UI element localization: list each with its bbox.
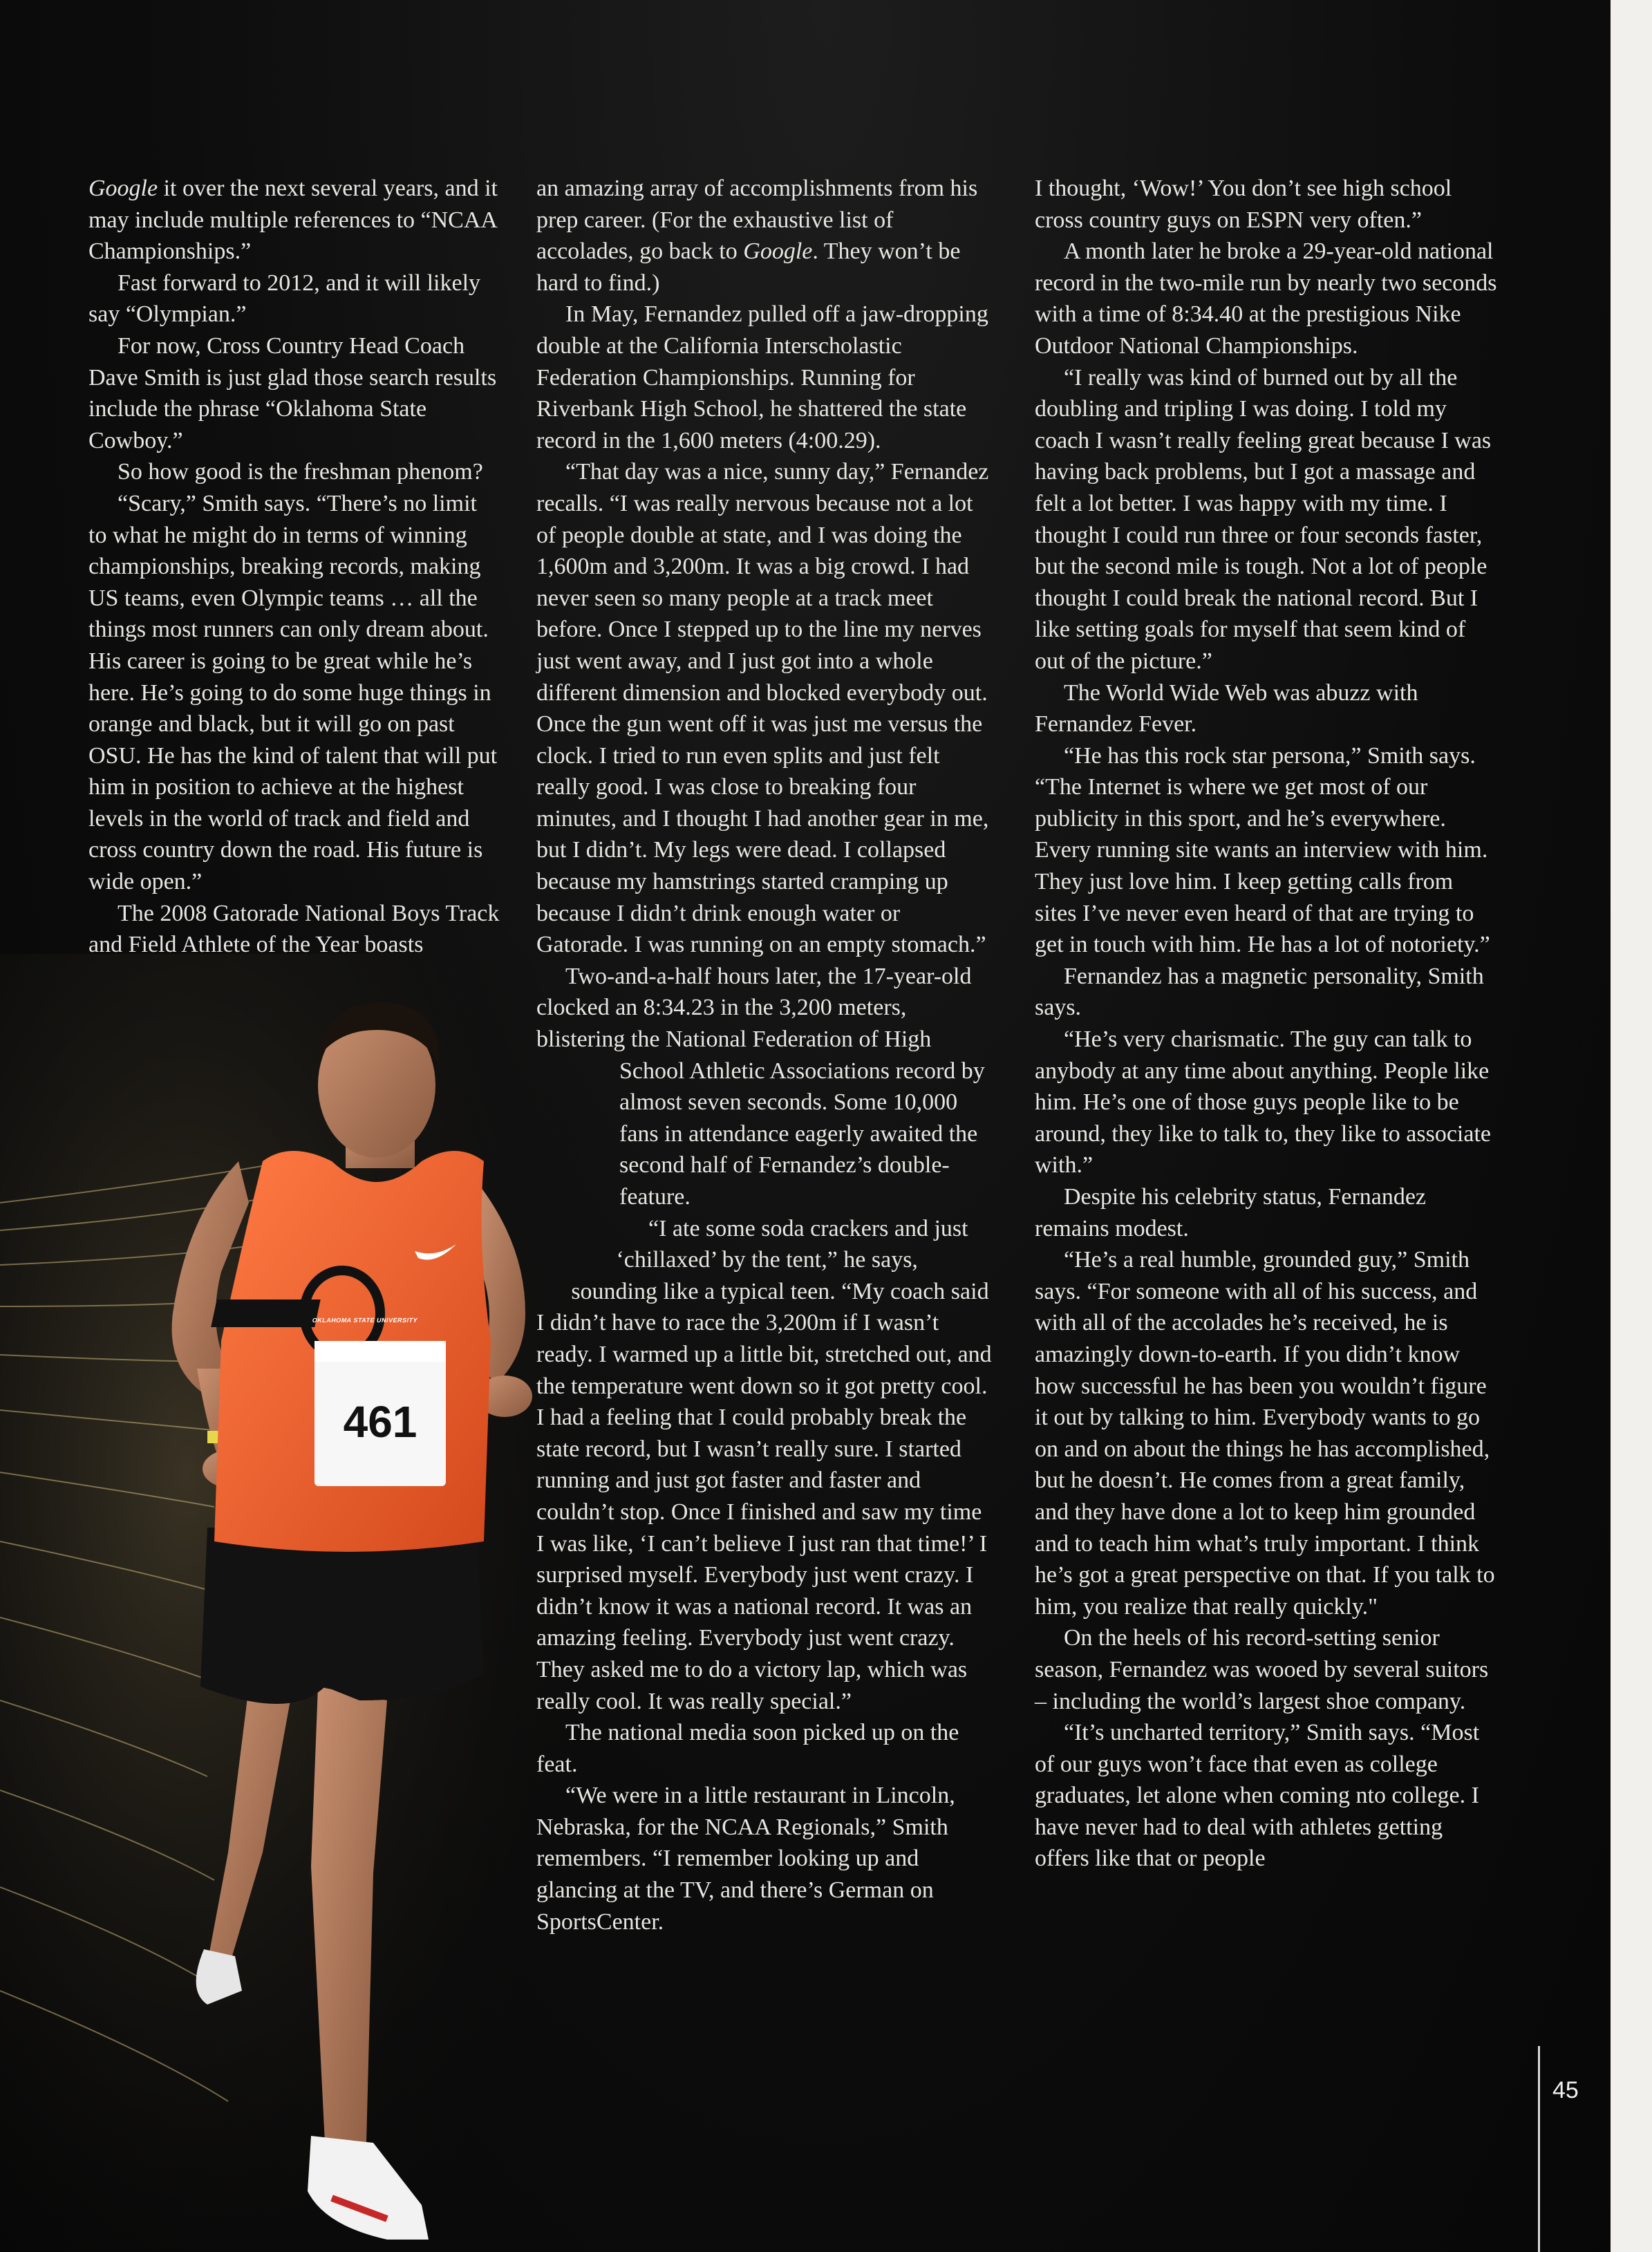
page-number: 45: [1552, 2077, 1579, 2103]
col3-paragraph: “It’s uncharted territory,” Smith says. “Most of our guys won’t face that even as college graduates, let alone when coming nto college. I have never had to deal with athletes getting offers like that or people: [1035, 1720, 1480, 1872]
col2-paragraph: Two-and-a-half hours later, the 17-year-old clocked an 8:34.23 in the 3,200 meters, blistering the National Federation of High School Athletic Associations record by almost seven seconds. Some 10,000 fans in attendance eagerly awaited the second half of Fernandez’s double-feature.: [536, 963, 985, 1210]
page-number-rule: [1538, 2046, 1540, 2252]
col3-paragraph: “He has this rock star persona,” Smith says. “The Internet is where we get most of our publicity in this sport, and he’s everywhere. Every running site wants an interview with him. They just love him. I keep getting calls from sites I’ve never even heard of that are trying to get in touch with him. He has a lot of notoriety.”: [1035, 742, 1490, 958]
page-right-margin: [1611, 0, 1652, 2252]
article-column-2: [536, 173, 993, 1937]
bib-number: 461: [343, 1397, 417, 1447]
col3-paragraph: A month later he broke a 29-year-old national record in the two-mile run by nearly two seconds with a time of 8:34.40 at the prestigious Nike Outdoor National Championships.: [1035, 238, 1497, 359]
article-column-1: [88, 173, 500, 961]
col2-paragraph: “I ate some soda crackers and just ‘chillaxed’ by the tent,” he says, sounding like a typical teen. “My coach said I didn’t have to race the 3,200m if I wasn’t ready. I warmed up a little bit, stretched out, and the temperature went down so it got pretty cool. I had a feeling that I could probably break the state record, but I wasn’t really sure. I started running and just got faster and faster and couldn’t stop. Once I finished and saw my time I was like, ‘I can’t believe I just ran that time!’ I surprised myself. Everybody just went crazy. I didn’t know it was a national record. It was an amazing feeling. Everybody just went crazy. They asked me to do a victory lap, which was really cool. It was really special.”: [536, 1215, 992, 1714]
col2-paragraph: “We were in a little restaurant in Lincoln, Nebraska, for the NCAA Regionals,” Smith remembers. “I remember looking up and glancing at the TV, and there’s German on SportsCenter.: [536, 1783, 955, 1935]
col1-paragraph: For now, Cross Country Head Coach Dave Smith is just glad those search results include the phrase “Oklahoma State Cowboy.”: [88, 332, 497, 453]
col3-paragraph: “He’s a real humble, grounded guy,” Smith says. “For someone with all of his success, and with all of the accolades he’s received, he is amazingly down-to-earth. If you didn’t know how successful he has been you wouldn’t figure it out by talking to him. Everybody wants to go on and on about the things he has accomplished, but he doesn’t. He comes from a great family, and they have done a lot to keep him grounded and to teach him what’s truly important. I think he’s got a great perspective on that. If you talk to him, you realize that really quickly.": [1035, 1247, 1495, 1620]
col1-paragraph: Google it over the next several years, and it may include multiple references to “NCAA Championships.”: [88, 176, 498, 265]
article-column-3: [1035, 173, 1498, 1875]
col1-paragraph: So how good is the freshman phenom?: [118, 459, 483, 485]
col2-paragraph: “That day was a nice, sunny day,” Fernandez recalls. “I was really nervous because not a lot of people double at state, and I was doing the 1,600m and 3,200m. It was a big crowd. I had never seen so many people at a track meet before. Once I stepped up to the line my nerves just went away, and I just got into a whole different dimension and blocked everybody out. Once the gun went off it was just me versus the clock. I tried to run even splits and just felt really good. I was close to breaking four minutes, and I thought I had another gear in me, but I didn’t. My legs were dead. I collapsed because my hamstrings started cramping up because I didn’t drink enough water or Gatorade. I was running on an empty stomach.”: [536, 459, 989, 958]
col3-paragraph: The World Wide Web was abuzz with Fernandez Fever.: [1035, 679, 1418, 738]
col1-paragraph: Fast forward to 2012, and it will likely say “Olympian.”: [88, 270, 481, 328]
runner-photo: [0, 954, 622, 2252]
col3-paragraph: I thought, ‘Wow!’ You don’t see high school cross country guys on ESPN very often.”: [1035, 176, 1452, 233]
col1-paragraph: The 2008 Gatorade National Boys Track and Field Athlete of the Year boasts: [88, 900, 500, 958]
col2-paragraph: In May, Fernandez pulled off a jaw-dropping double at the California Interscholastic Federation Championships. Running for Riverbank High School, he shattered the state record in the 1,600 meters (4:00.29).: [536, 301, 988, 453]
col3-paragraph: Fernandez has a magnetic personality, Smith says.: [1035, 963, 1484, 1021]
col3-paragraph: “I really was kind of burned out by all the doubling and tripling I was doing. I told my coach I wasn’t really feeling great because I was having back problems, but I got a massage and felt a lot better. I was happy with my time. I thought I could run three or four seconds faster, but the second mile is tough. Not a lot of people thought I could break the national record. But I like setting goals for myself that seem kind of out of the picture.”: [1035, 364, 1492, 674]
col3-paragraph: “He’s very charismatic. The guy can talk to anybody at any time about anything. People like him. He’s one of those guys people like to be around, they like to talk to, they like to associate with.”: [1035, 1026, 1491, 1179]
col3-paragraph: Despite his celebrity status, Fernandez remains modest.: [1035, 1184, 1427, 1241]
col3-paragraph: On the heels of his record-setting senior season, Fernandez was wooed by several suitors – including the world’s largest shoe company.: [1035, 1625, 1489, 1714]
col2-paragraph: The national media soon picked up on the feat.: [536, 1720, 959, 1777]
jersey-logo-text: OKLAHOMA STATE UNIVERSITY: [311, 1317, 419, 1324]
col1-paragraph: “Scary,” Smith says. “There’s no limit to what he might do in terms of winning championships, breaking records, making US teams, even Olympic teams … all the things most runners can only dream about. His career is going to be great while he’s here. He’s going to do some huge things in orange and black, but it will go on past OSU. He has the kind of talent that will put him in position to achieve at the highest levels in the world of track and field and cross country down the road. His future is wide open.”: [88, 490, 498, 895]
col2-paragraph: an amazing array of accomplishments from his prep career. (For the exhaustive list of accolades, go back to Google. They won’t be hard to find.): [536, 176, 978, 296]
